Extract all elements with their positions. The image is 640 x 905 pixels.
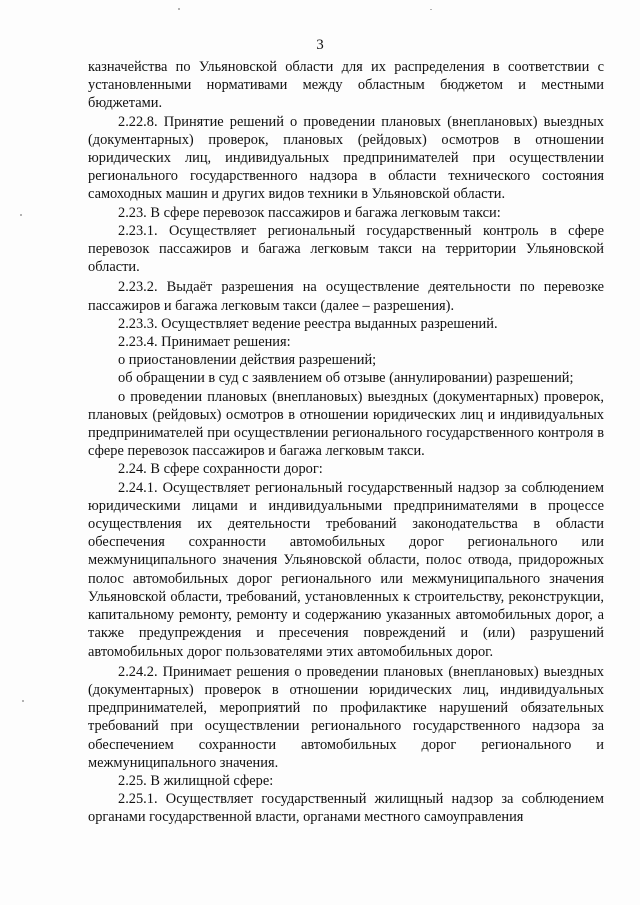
scan-speck xyxy=(178,8,180,10)
paragraph-2-23-3: 2.23.3. Осуществляет ведение реестра выданных разрешений. xyxy=(118,315,498,332)
paragraph-2-23-2: 2.23.2. Выдаёт разрешения на осуществление деятельности по перевозке пассажиров и багажа легковым такси (далее – разрешения). xyxy=(88,279,604,314)
scan-speck xyxy=(430,9,432,10)
scan-speck xyxy=(22,700,24,702)
paragraph-2-25-1: 2.25.1. Осуществляет государственный жилищный надзор за соблюдением органами государственной власти, органами местного самоуправления xyxy=(88,791,604,826)
paragraph-budget-continuation: казначейства по Ульяновской области для их распределения в соответствии с установленными нормативами между областным бюджетом и местными бюджетами. xyxy=(88,59,604,112)
document-body xyxy=(88,58,604,827)
list-item-suspension: о приостановлении действия разрешений; xyxy=(118,352,377,369)
page-number: 3 xyxy=(316,37,324,53)
paragraph-2-24-heading: 2.24. В сфере сохранности дорог: xyxy=(118,461,323,478)
paragraph-2-23-1: 2.23.1. Осуществляет региональный государственный контроль в сфере перевозок пассажиров и багажа легковым такси на территории Ульяновской области. xyxy=(88,222,604,276)
paragraph-2-23-heading: 2.23. В сфере перевозок пассажиров и багажа легковым такси: xyxy=(118,204,501,221)
list-item-inspections: о проведении плановых (внеплановых) выездных (документарных) проверок, плановых (рейдовых) осмотров в отношении юридических лиц и индивидуальных предпринимателей при осуществлении регионального государственного контроля в сфере перевозок пассажиров и багажа легковым такси. xyxy=(88,388,604,460)
paragraph-2-24-1: 2.24.1. Осуществляет региональный государственный надзор за соблюдением юридическими лицами и индивидуальными предпринимателями в процессе осуществления их деятельности требований законодательства в области обеспечения сохранности автомобильных дорог регионального или межмуниципального значения Ульяновской области, полос отвода, придорожных полос автомобильных дорог регионального или межмуниципального значения Ульяновской области, требований, установленных к строительству, реконструкции, капитальному ремонту, ремонту и содержанию указанных автомобильных дорог, а также предупреждения и пресечения повреждений и (или) разрушений автомобильных дорог пользователями этих автомобильных дорог. xyxy=(88,479,604,660)
list-item-court-appeal: об обращении в суд с заявлением об отзыве (аннулировании) разрешений; xyxy=(118,370,574,387)
scan-speck xyxy=(20,214,22,216)
paragraph-2-25-heading: 2.25. В жилищной сфере: xyxy=(118,772,274,789)
paragraph-2-22-8: 2.22.8. Принятие решений о проведении плановых (внеплановых) выездных (документарных) проверок, плановых (рейдовых) осмотров в отношении юридических лиц, индивидуальных предпринимателей при осуществлении регионального государственного надзора в области технического состояния самоходных машин и других видов техники в Ульяновской области. xyxy=(88,113,604,203)
paragraph-2-24-2: 2.24.2. Принимает решения о проведении плановых (внеплановых) выездных (документарных) проверок в отношении юридических лиц, индивидуальных предпринимателей, мероприятий по профилактике нарушений обязательных требований при осуществлении регионального государственного надзора за обеспечением сохранности автомобильных дорог регионального и межмуниципального значения. xyxy=(88,663,604,771)
paragraph-2-23-4: 2.23.4. Принимает решения: xyxy=(118,334,291,351)
